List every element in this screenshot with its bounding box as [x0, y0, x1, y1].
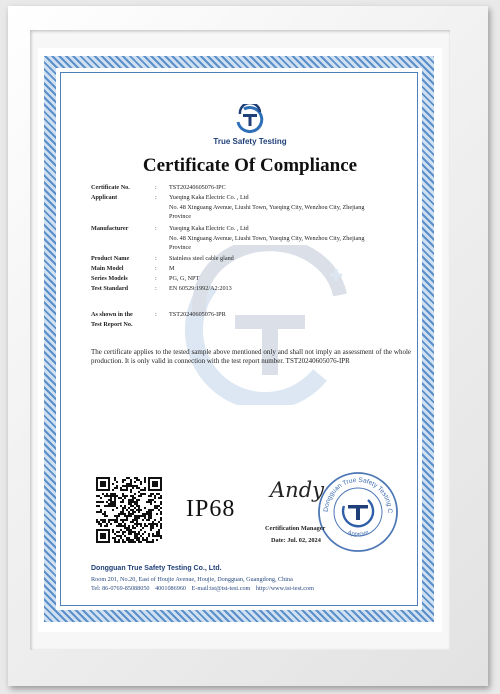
- approval-seal-icon: [316, 470, 400, 554]
- footer-company: Dongguan True Safety Testing Co., Ltd.: [91, 565, 222, 572]
- brand-name: True Safety Testing: [213, 137, 287, 146]
- svg-text:Dongguan True Safety Testing C: Dongguan True Safety Testing C: [322, 476, 394, 514]
- footer-phone: 4001086960: [155, 585, 186, 592]
- certificate-title: Certificate Of Compliance: [142, 155, 358, 176]
- footer-website[interactable]: http://www.tst-test.com: [255, 585, 314, 592]
- footer-contact: [91, 584, 411, 593]
- footer-address: Room 201, No.20, East of Houjie Avenue, Houjie, Dongguan, Guangdong, China: [91, 576, 293, 583]
- footer-tel: Tel: 86-0769-85088050: [91, 585, 150, 592]
- tst-logo-icon: [234, 104, 266, 134]
- footer-email[interactable]: E-mail:tst@tst-test.com: [191, 585, 251, 592]
- statement-text: The certificate applies to the tested sample above mentioned only and shall not imply an assessment of the whole production. It is only valid in connection with the test report number. TST20240605076-IPR: [91, 348, 411, 366]
- svg-text:Approve: Approve: [346, 529, 370, 539]
- ip-rating: IP68: [186, 496, 236, 522]
- certification-manager-title: Certification Manager: [265, 525, 326, 532]
- footer: [91, 565, 411, 593]
- signature: Andy: [270, 478, 324, 502]
- qr-code-icon: [96, 477, 162, 543]
- certificate-date: Date: Jul. 02, 2024: [271, 537, 321, 544]
